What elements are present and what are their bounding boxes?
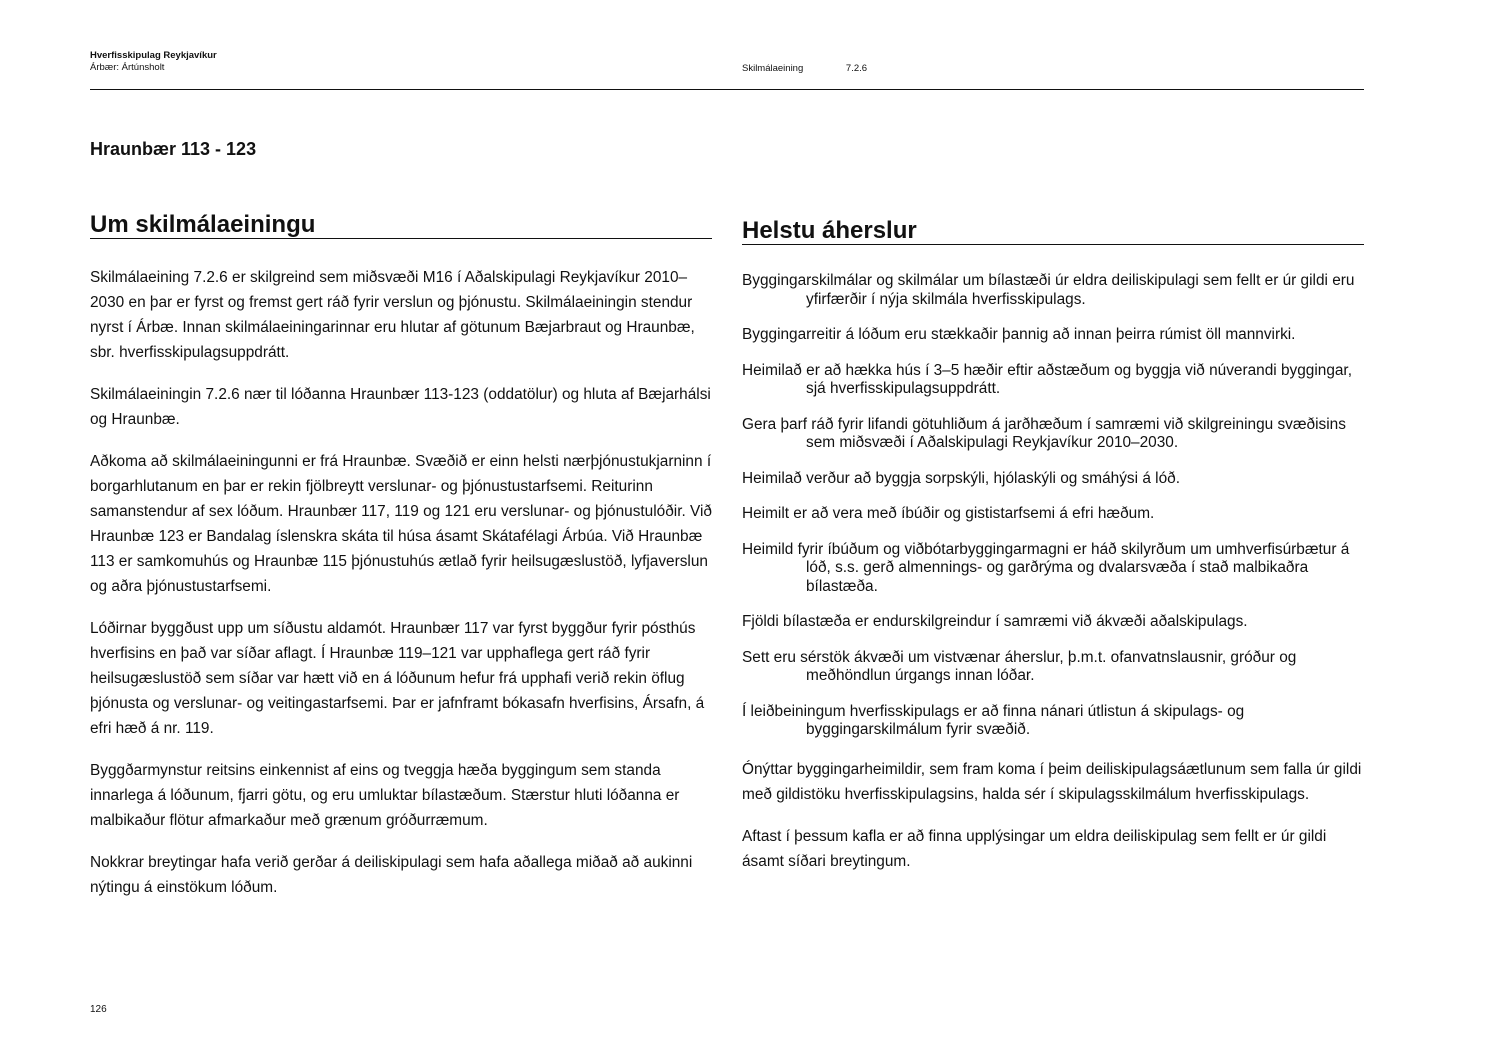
about-paragraphs — [90, 265, 712, 900]
key-points-section — [742, 210, 1364, 891]
key-points-heading: Helstu áherslur — [742, 218, 1364, 245]
about-paragraph: Lóðirnar byggðust upp um síðustu aldamót. Hraunbær 117 var fyrst byggður fyrir pósthús hverfisins en það var síðar aflagt. Í Hraunbæ 119–121 var upphaflega gert ráð fyrir heilsugæslustöð sem síðar var hætt við en á lóðunum hefur frá upphafi verið rekin öflug þjónusta og verslunar- og veitingastarfsemi. Þar er jafnframt bókasafn hverfisins, Ársafn, á efri hæð á nr. 119. — [90, 620, 705, 737]
key-point-item: Í leiðbeiningum hverfisskipulags er að finna nánari útlistun á skipulags- og byggingarskilmálum fyrir svæðið. — [742, 702, 1245, 738]
publication-title: Hverfisskipulag Reykjavíkur — [90, 50, 217, 61]
page-number: 126 — [90, 1004, 107, 1015]
header-section-block — [742, 63, 867, 75]
key-point-item: Sett eru sérstök ákvæði um vistvænar áherslur, þ.m.t. ofanvatnslausnir, gróður og meðhöndlun úrgangs innan lóðar. — [742, 648, 1297, 684]
closing-paragraph: Aftast í þessum kafla er að finna upplýsingar um eldra deiliskipulag sem fellt er úr gildi ásamt síðari breytingum. — [742, 827, 1327, 870]
key-point-item: Heimilað verður að byggja sorpskýli, hjólaskýli og smáhýsi á lóð. — [742, 469, 1180, 487]
about-paragraph: Aðkoma að skilmálaeiningunni er frá Hraunbæ. Svæðið er einn helsti nærþjónustukjarninn í borgarhlutanum en þar er rekin fjölbreytt verslunar- og þjónustustarfsemi. Reiturinn samanstendur af sex lóðum. Hraunbær 117, 119 og 121 eru verslunar- og þjónustulóðir. Við Hraunbæ 123 er Bandalag íslenskra skáta til húsa ásamt Skátafélagi Árbúa. Við Hraunbæ 113 er samkomuhús og Hraunbæ 115 þjónustuhús ætlað fyrir heilsugæslustöð, lyfjaverslun og aðra þjónustustarfsemi. — [90, 453, 712, 595]
about-heading: Um skilmálaeiningu — [90, 212, 712, 239]
key-point-item: Fjöldi bílastæða er endurskilgreindur í samræmi við ákvæði aðalskipulags. — [742, 613, 1248, 630]
key-points-list — [742, 272, 1364, 874]
district-name: Árbær: Ártúnsholt — [90, 62, 165, 73]
key-point-item: Gera þarf ráð fyrir lifandi götuhliðum á jarðhæðum í samræmi við skilgreiningu svæðisins sem miðsvæði í Aðalskipulagi Reykjavíkur 2010–2030. — [742, 415, 1346, 451]
about-paragraph: Skilmálaeiningin 7.2.6 nær til lóðanna Hraunbær 113-123 (oddatölur) og hluta af Bæjarhálsi og Hraunbæ. — [90, 386, 711, 428]
key-point-item: Byggingarreitir á lóðum eru stækkaðir þannig að innan þeirra rúmist öll mannvirki. — [742, 326, 1296, 343]
header-divider — [90, 89, 1364, 90]
section-label: Skilmálaeining — [742, 63, 804, 74]
key-point-item: Heimild fyrir íbúðum og viðbótarbyggingarmagni er háð skilyrðum um umhverfisúrbætur á lóð, s.s. gerð almennings- og garðrýma og dvalarsvæða í stað malbikaðra bílastæða. — [742, 540, 1350, 595]
key-point-item: Heimilað er að hækka hús í 3–5 hæðir eftir aðstæðum og byggja við núverandi byggingar, sjá hverfisskipulagsuppdrátt. — [742, 361, 1352, 397]
header-publication-block — [90, 50, 217, 74]
about-section — [90, 210, 712, 917]
about-paragraph: Skilmálaeining 7.2.6 er skilgreind sem miðsvæði M16 í Aðalskipulagi Reykjavíkur 2010–2030 en þar er fyrst og fremst gert ráð fyrir verslun og þjónustu. Skilmálaeiningin stendur nyrst í Árbæ. Innan skilmálaeiningarinnar eru hlutar af götunum Bæjarbraut og Hraunbæ, sbr. hverfisskipulagsuppdrátt. — [90, 269, 695, 361]
page-title: Hraunbær 113 - 123 — [90, 139, 257, 159]
about-paragraph: Nokkrar breytingar hafa verið gerðar á deiliskipulagi sem hafa aðallega miðað að aukinni nýtingu á einstökum lóðum. — [90, 854, 693, 896]
section-number: 7.2.6 — [845, 63, 868, 74]
about-paragraph: Byggðarmynstur reitsins einkennist af eins og tveggja hæða byggingum sem standa innarlega á lóðunum, fjarri götu, og eru umluktar bílastæðum. Stærstur hluti lóðanna er malbikaður flötur afmarkaður með grænum gróðurræmum. — [90, 762, 680, 829]
closing-paragraph: Ónýttar byggingarheimildir, sem fram koma í þeim deiliskipulagsáætlunum sem falla úr gildi með gildistöku hverfisskipulagsins, halda sér í skipulagsskilmálum hverfisskipulags. — [742, 760, 1362, 803]
key-point-item: Byggingarskilmálar og skilmálar um bílastæði úr eldra deiliskipulagi sem fellt er úr gildi eru yfirfærðir í nýja skilmála hverfisskipulags. — [742, 272, 1355, 308]
key-point-item: Heimilt er að vera með íbúðir og gististarfsemi á efri hæðum. — [742, 505, 1155, 522]
